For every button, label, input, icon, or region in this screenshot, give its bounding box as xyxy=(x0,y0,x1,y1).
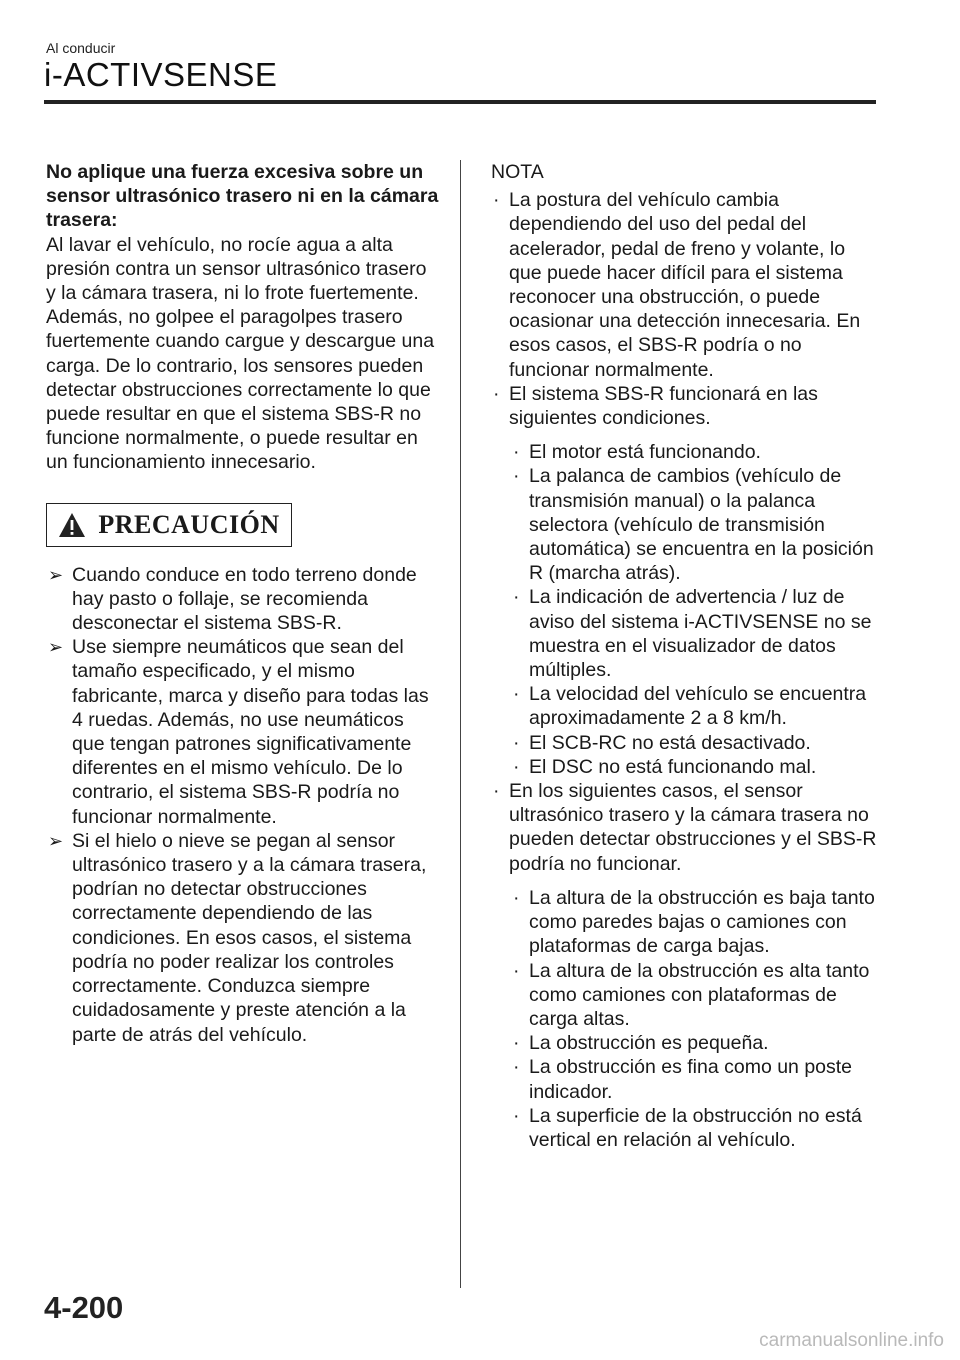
note-bullet xyxy=(487,382,877,430)
page-number: 4-200 xyxy=(44,1290,124,1325)
dot-bullet-icon: · xyxy=(513,731,520,754)
dot-bullet-icon: · xyxy=(513,755,520,778)
note-subbullet xyxy=(487,755,877,779)
note-subbullet xyxy=(487,731,877,755)
caution-item-text: Use siempre neumáticos que sean del tamaño especificado, y el mismo fabricante, marca y diseño para todas las 4 ruedas. Además, no use neumáticos que tengan patrones significativamente diferentes en el mismo vehículo. De lo contrario, el sistema SBS-R podría no funcionar normalmente. xyxy=(72,636,429,828)
caution-item-text: Cuando conduce en todo terreno donde hay pasto o follaje, se recomienda desconectar el sistema SBS-R. xyxy=(72,563,417,635)
left-column xyxy=(46,160,441,1047)
dot-bullet-icon: · xyxy=(513,465,520,488)
spacer xyxy=(487,430,877,440)
note-bullet xyxy=(487,779,877,876)
note-subbullet-text: El SCB-RC no está desactivado. xyxy=(529,731,811,754)
note-subbullet xyxy=(487,1055,877,1103)
dot-bullet-icon: · xyxy=(513,886,520,909)
caution-list xyxy=(46,563,441,1047)
note-subbullet-text: El DSC no está funcionando mal. xyxy=(529,755,817,778)
note-subbullet xyxy=(487,959,877,1032)
warning-heading: No aplique una fuerza excesiva sobre un sensor ultrasónico trasero ni en la cámara trasera: xyxy=(46,161,439,232)
dot-bullet-icon: · xyxy=(513,959,520,982)
caution-item xyxy=(46,829,441,1047)
note-subbullet xyxy=(487,886,877,959)
note-subbullet xyxy=(487,464,877,585)
note-bullet xyxy=(487,188,877,382)
note-subbullet-text: La obstrucción es pequeña. xyxy=(529,1032,769,1055)
dot-bullet-icon: · xyxy=(513,586,520,609)
nota-title: NOTA xyxy=(491,161,544,183)
section-label: Al conducir xyxy=(46,40,116,56)
note-subbullet xyxy=(487,1104,877,1152)
note-subbullet-text: La altura de la obstrucción es baja tanto como paredes bajas o camiones con plataformas de carga bajas. xyxy=(529,886,875,958)
spacer xyxy=(487,876,877,886)
caution-item xyxy=(46,635,441,829)
caution-item-text: Si el hielo o nieve se pegan al sensor ultrasónico trasero y a la cámara trasera, podrían no detectar obstrucciones correctamente dependiendo de las condiciones. En esos casos, el sistema podría no poder realizar los controles correctamente. Conduzca siempre cuidadosamente y preste atención a la parte de atrás del vehículo. xyxy=(72,829,427,1046)
column-divider xyxy=(460,160,461,1288)
arrow-bullet-icon: ➢ xyxy=(48,564,64,585)
caution-label: PRECAUCIÓN xyxy=(98,509,280,539)
note-subbullet-text: La altura de la obstrucción es alta tanto como camiones con plataformas de carga altas. xyxy=(529,959,870,1030)
right-column xyxy=(487,160,877,1152)
note-subbullet xyxy=(487,1031,877,1055)
note-subbullet-text: La superficie de la obstrucción no está vertical en relación al vehículo. xyxy=(529,1104,862,1151)
dot-bullet-icon: · xyxy=(513,683,520,706)
note-subbullet-text: La velocidad del vehículo se encuentra aproximadamente 2 a 8 km/h. xyxy=(529,683,867,730)
warning-body: Al lavar el vehículo, no rocíe agua a alta presión contra un sensor ultrasónico trasero y la cámara trasera, ni lo frote fuertemente. Además, no golpee el paragolpes trasero fuertemente cuando cargue y descargue una carga. De lo contrario, los sensores pueden detectar obstrucciones correctamente lo que puede resultar en que el sistema SBS-R no funcione normalmente, o puede resultar en un funcionamiento innecesario. xyxy=(46,233,435,474)
note-subbullet xyxy=(487,440,877,464)
note-subbullet-text: La palanca de cambios (vehículo de transmisión manual) o la palanca selectora (vehículo de transmisión automática) se encuentra en la posición R (marcha atrás). xyxy=(529,465,874,585)
dot-bullet-icon: · xyxy=(493,780,500,803)
chapter-title: i-ACTIVSENSE xyxy=(44,56,278,93)
dot-bullet-icon: · xyxy=(513,1032,520,1055)
note-bullet-text: La postura del vehículo cambia dependiendo del uso del pedal del acelerador, pedal de freno y volante, lo que puede hacer difícil para el sistema reconocer una obstrucción, o puede ocasionar una detección innecesaria. En esos casos, el SBS-R podría o no funcionar normalmente. xyxy=(509,189,861,381)
note-bullet-text: El sistema SBS-R funcionará en las siguientes condiciones. xyxy=(509,382,818,430)
note-subbullet xyxy=(487,682,877,730)
note-subbullet-text: La obstrucción es fina como un poste indicador. xyxy=(529,1056,853,1103)
arrow-bullet-icon: ➢ xyxy=(48,830,64,851)
note-subbullet-text: El motor está funcionando. xyxy=(529,441,761,464)
caution-item xyxy=(46,563,441,636)
dot-bullet-icon: · xyxy=(513,1056,520,1079)
note-subbullet-text: La indicación de advertencia / luz de aviso del sistema i-ACTIVSENSE no se muestra en el visualizador de datos múltiples. xyxy=(529,586,872,682)
dot-bullet-icon: · xyxy=(513,441,520,464)
header-rule xyxy=(44,100,876,104)
note-bullet-text: En los siguientes casos, el sensor ultrasónico trasero y la cámara trasera no pueden detectar obstrucciones y el SBS-R podría no funcionar. xyxy=(509,780,877,875)
note-subbullet xyxy=(487,585,877,682)
watermark: carmanualsonline.info xyxy=(759,1330,944,1351)
arrow-bullet-icon: ➢ xyxy=(48,637,64,658)
warning-triangle-icon xyxy=(58,512,86,538)
dot-bullet-icon: · xyxy=(513,1104,520,1127)
dot-bullet-icon: · xyxy=(493,189,500,212)
caution-box xyxy=(46,503,292,547)
dot-bullet-icon: · xyxy=(493,382,500,405)
